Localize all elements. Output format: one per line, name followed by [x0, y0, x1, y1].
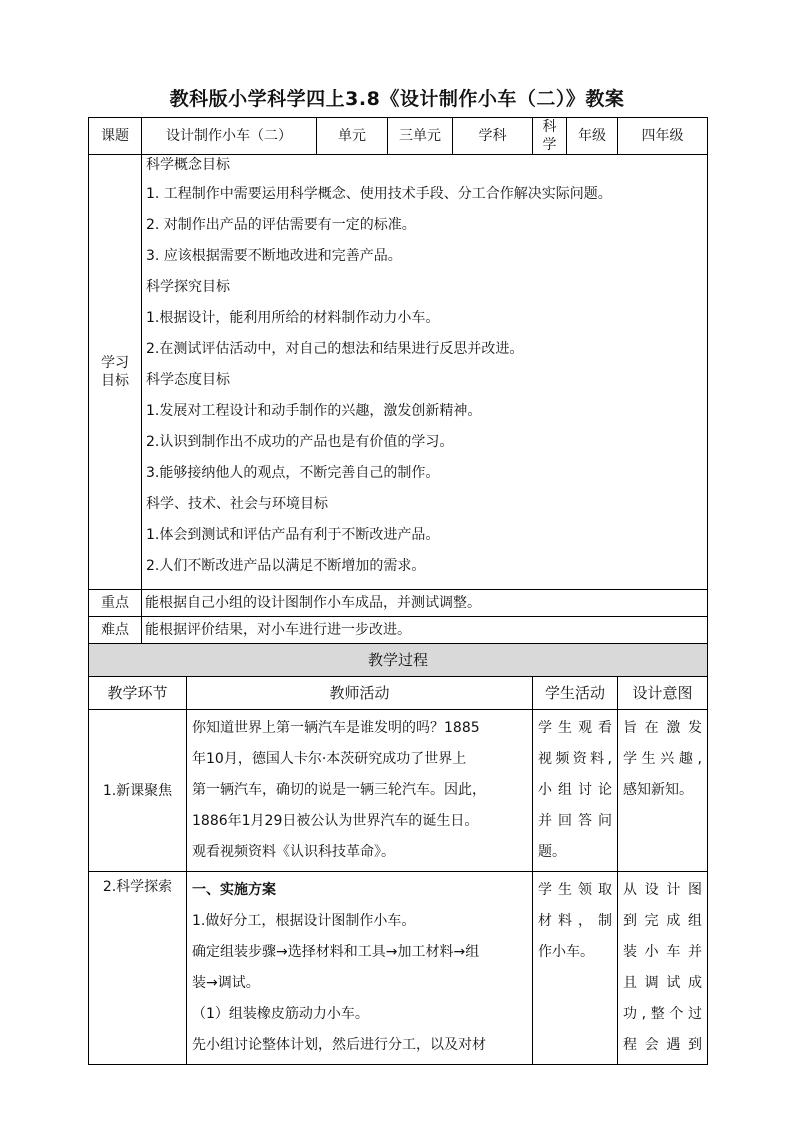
- process-column-headers: [89, 677, 708, 710]
- intent-line: 旨在激发: [623, 720, 703, 736]
- objective-heading: 科学概念目标: [146, 157, 230, 173]
- difficulty-value: 能根据评价结果，对小车进行进一步改进。: [142, 617, 708, 644]
- intent-line: 功,整个过: [623, 1006, 703, 1022]
- teacher-line: 确定组装步骤→选择材料和工具→加工材料→组: [192, 944, 480, 960]
- column-header-stage: 教学环节: [89, 677, 187, 710]
- teacher-line: 1.做好分工，根据设计图制作小车。: [192, 913, 416, 929]
- design-intent-cell: [618, 872, 708, 1065]
- grade-label: 年级: [567, 118, 618, 155]
- student-line: 视频资料,: [538, 751, 613, 767]
- teacher-activity-cell: [187, 710, 533, 872]
- key-point-row: [89, 590, 708, 617]
- column-header-intent: 设计意图: [618, 677, 708, 710]
- header-row: [89, 118, 708, 155]
- objective-item: 1.发展对工程设计和动手制作的兴趣，激发创新精神。: [146, 403, 482, 419]
- process-row: [89, 710, 708, 872]
- student-line: 学生领取: [538, 882, 613, 898]
- teacher-line: 观看视频资料《认识科技革命》。: [192, 844, 395, 860]
- objective-heading: 科学态度目标: [146, 372, 230, 388]
- process-section-title: 教学过程: [89, 644, 708, 677]
- key-point-label: 重点: [89, 590, 142, 617]
- teacher-line: （1）组装橡皮筋动力小车。: [192, 1006, 369, 1022]
- teacher-line: 1886年1月29日被公认为世界汽车的诞生日。: [192, 813, 479, 829]
- objective-heading: 科学、技术、社会与环境目标: [146, 496, 328, 512]
- key-point-value: 能根据自己小组的设计图制作小车成品，并测试调整。: [142, 590, 708, 617]
- teacher-line: 先小组讨论整体计划，然后进行分工，以及对材: [192, 1037, 486, 1053]
- objective-heading: 科学探究目标: [146, 279, 230, 295]
- student-activity-cell: [533, 872, 618, 1065]
- column-header-teacher: 教师活动: [187, 677, 533, 710]
- teacher-activity-cell: [187, 872, 533, 1065]
- teacher-heading: 一、实施方案: [192, 882, 276, 898]
- objectives-label-line2: 目标: [101, 373, 129, 389]
- teacher-line: 装→调试。: [192, 975, 260, 991]
- student-activity-cell: [533, 710, 618, 872]
- student-line: 学生观看: [538, 720, 613, 736]
- unit-value: 三单元: [388, 118, 453, 155]
- lesson-plan-table: [88, 117, 708, 1065]
- difficulty-label: 难点: [89, 617, 142, 644]
- objective-item: 3.能够接纳他人的观点，不断完善自己的制作。: [146, 465, 440, 481]
- teacher-line: 年10月，德国人卡尔·本茨研究成功了世界上: [192, 751, 467, 767]
- intent-line: 学生兴趣,: [623, 751, 703, 767]
- objective-item: 3. 应该根据需要不断地改进和完善产品。: [146, 248, 402, 264]
- objective-item: 1.体会到测试和评估产品有利于不断改进产品。: [146, 527, 440, 543]
- intent-line: 感知新知。: [623, 782, 694, 798]
- intent-line: 程会遇到: [623, 1037, 703, 1053]
- student-line: 小组讨论: [538, 782, 613, 798]
- intent-line: 且调试成: [623, 975, 703, 991]
- student-line: 材料，制: [538, 913, 613, 929]
- student-line: 作小车。: [538, 944, 595, 960]
- course-label: 课题: [89, 118, 142, 155]
- intent-line: 到完成组: [623, 913, 703, 929]
- objectives-content: [142, 155, 708, 590]
- objective-item: 2.在测试评估活动中，对自己的想法和结果进行反思并改进。: [146, 341, 524, 357]
- page-title: 教科版小学科学四上3.8《设计制作小车（二）》教案: [169, 88, 625, 110]
- intent-line: 装小车并: [623, 944, 703, 960]
- column-header-student: 学生活动: [533, 677, 618, 710]
- objectives-label: [89, 155, 142, 590]
- unit-label: 单元: [317, 118, 388, 155]
- intent-line: 从设计图: [623, 882, 703, 898]
- objectives-label-line1: 学习: [101, 355, 129, 371]
- objective-item: 2.人们不断改进产品以满足不断增加的需求。: [146, 558, 426, 574]
- objective-item: 1. 工程制作中需要运用科学概念、使用技术手段、分工合作解决实际问题。: [146, 186, 612, 202]
- stage-cell: 2.科学探索: [89, 872, 187, 1065]
- teacher-line: 你知道世界上第一辆汽车是谁发明的吗？1885: [192, 720, 480, 736]
- objectives-row: [89, 155, 708, 590]
- objective-item: 2. 对制作出产品的评估需要有一定的标准。: [146, 217, 416, 233]
- subject-value: 科学: [533, 118, 567, 155]
- process-section-row: [89, 644, 708, 677]
- subject-label: 学科: [453, 118, 533, 155]
- objective-item: 1.根据设计，能利用所给的材料制作动力小车。: [146, 310, 440, 326]
- process-row: [89, 872, 708, 1065]
- teacher-line: 第一辆汽车，确切的说是一辆三轮汽车。因此，: [192, 782, 486, 798]
- difficulty-row: [89, 617, 708, 644]
- grade-value: 四年级: [618, 118, 708, 155]
- student-line: 并回答问: [538, 813, 613, 829]
- objective-item: 2.认识到制作出不成功的产品也是有价值的学习。: [146, 434, 454, 450]
- stage-cell: 1.新课聚焦: [89, 710, 187, 872]
- design-intent-cell: [618, 710, 708, 872]
- course-value: 设计制作小车（二）: [142, 118, 317, 155]
- student-line: 题。: [538, 844, 567, 860]
